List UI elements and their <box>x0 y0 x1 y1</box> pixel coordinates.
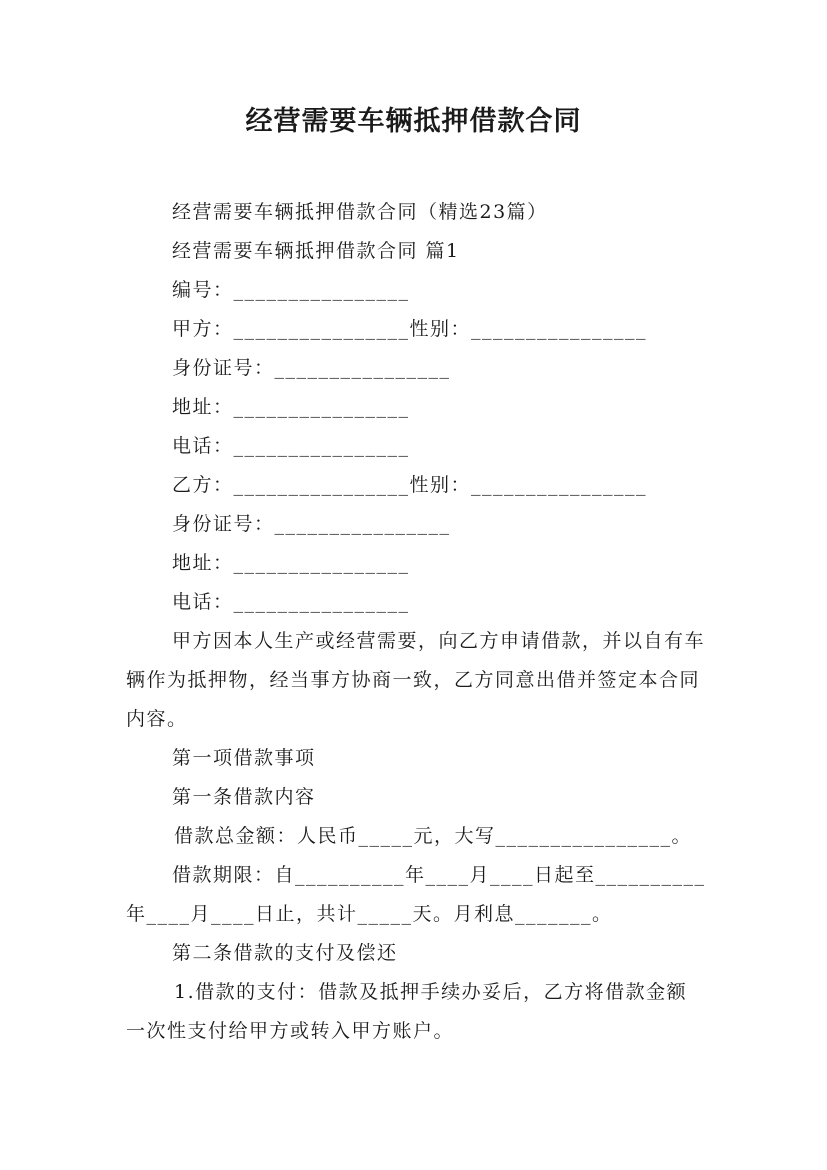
field-party-b: 乙方：________________性别：________________ <box>172 474 648 496</box>
field-party-a-id: 身份证号：________________ <box>172 357 451 379</box>
field-party-a-address: 地址：________________ <box>172 396 410 418</box>
document-body <box>126 193 706 1051</box>
field-party-b-phone: 电话：________________ <box>172 591 410 613</box>
loan-term-paragraph: 借款期限：自__________年____月____日起至__________年____月____日止，共计_____天。月利息_______。 <box>126 864 706 925</box>
clause-1-paragraph: 1.借款的支付：借款及抵押手续办妥后，乙方将借款金额一次性支付给甲方或转入甲方账户。 <box>126 981 688 1042</box>
field-party-b-id: 身份证号：________________ <box>172 513 451 535</box>
loan-amount-line: 借款总金额：人民币_____元，大写________________。 <box>174 825 693 847</box>
item-one-heading: 第一项借款事项 <box>172 747 316 769</box>
field-party-a: 甲方：________________性别：________________ <box>172 318 648 340</box>
document-title: 经营需要车辆抵押借款合同 <box>245 106 582 137</box>
field-party-a-phone: 电话：________________ <box>172 435 410 457</box>
field-number: 编号：________________ <box>172 279 410 301</box>
document-subtitle: 经营需要车辆抵押借款合同（精选23篇） <box>172 201 548 223</box>
intro-paragraph: 甲方因本人生产或经营需要，向乙方申请借款，并以自有车辆作为抵押物，经当事方协商一致，乙方同意出借并签定本合同内容。 <box>126 630 706 730</box>
section-heading: 经营需要车辆抵押借款合同 篇1 <box>172 240 460 262</box>
article-one-heading: 第一条借款内容 <box>172 786 316 808</box>
field-party-b-address: 地址：________________ <box>172 552 410 574</box>
article-two-heading: 第二条借款的支付及偿还 <box>172 942 398 964</box>
